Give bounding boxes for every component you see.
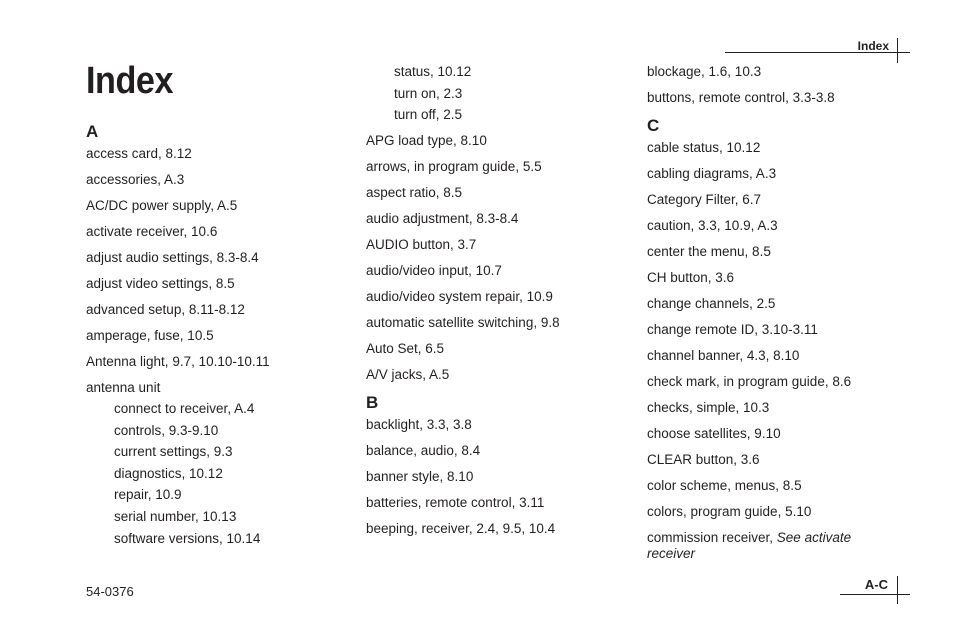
index-entry: center the menu, 8.5 <box>647 244 771 259</box>
index-entry: channel banner, 4.3, 8.10 <box>647 348 800 363</box>
footer-tick-mark <box>897 576 898 604</box>
index-entry: backlight, 3.3, 3.8 <box>366 417 472 433</box>
index-entry: AC/DC power supply, A.5 <box>86 198 238 213</box>
index-entry: caution, 3.3, 10.9, A.3 <box>647 218 778 233</box>
index-entry: cabling diagrams, A.3 <box>647 166 777 181</box>
index-entry: Antenna light, 9.7, 10.10-10.11 <box>86 354 270 369</box>
index-subentry: repair, 10.9 <box>114 487 182 503</box>
index-column-3 <box>647 64 887 572</box>
index-entry: audio/video input, 10.7 <box>366 263 502 279</box>
index-entry: adjust video settings, 8.5 <box>86 276 235 291</box>
index-entry: AUDIO button, 3.7 <box>366 237 477 253</box>
index-entry: check mark, in program guide, 8.6 <box>647 374 852 389</box>
index-entry: change remote ID, 3.10-3.11 <box>647 322 818 337</box>
index-column-1 <box>86 122 346 557</box>
index-entry: A/V jacks, A.5 <box>366 367 450 383</box>
header-tick-mark <box>897 38 898 63</box>
index-subentry: software versions, 10.14 <box>114 530 261 546</box>
index-entry: amperage, fuse, 10.5 <box>86 328 214 343</box>
index-entry: choose satellites, 9.10 <box>647 426 781 441</box>
running-header: Index <box>857 39 889 53</box>
index-entry: cable status, 10.12 <box>647 140 761 155</box>
page-title: Index <box>86 60 174 102</box>
index-entry: color scheme, menus, 8.5 <box>647 478 802 493</box>
index-entry: batteries, remote control, 3.11 <box>366 495 545 511</box>
index-entry: antenna unit <box>86 380 161 395</box>
index-subentry: connect to receiver, A.4 <box>114 401 255 416</box>
index-entry: change channels, 2.5 <box>647 296 776 311</box>
index-subentry: serial number, 10.13 <box>114 508 237 524</box>
section-letter-b: B <box>366 393 379 413</box>
index-entry: beeping, receiver, 2.4, 9.5, 10.4 <box>366 521 556 537</box>
index-entry: colors, program guide, 5.10 <box>647 504 812 519</box>
index-column-2 <box>366 64 626 547</box>
index-subentry: diagnostics, 10.12 <box>114 465 223 481</box>
document-number: 54-0376 <box>86 584 134 599</box>
index-entry: buttons, remote control, 3.3-3.8 <box>647 90 835 105</box>
index-entry-commission-receiver <box>647 530 887 562</box>
index-entry: activate receiver, 10.6 <box>86 224 218 239</box>
index-entry: checks, simple, 10.3 <box>647 400 770 415</box>
index-entry: adjust audio settings, 8.3-8.4 <box>86 250 259 265</box>
index-entry: CH button, 3.6 <box>647 270 735 285</box>
index-entry: arrows, in program guide, 5.5 <box>366 159 542 175</box>
index-subentry: controls, 9.3-9.10 <box>114 422 219 438</box>
index-entry: automatic satellite switching, 9.8 <box>366 315 560 331</box>
index-subentry: turn off, 2.5 <box>394 107 463 123</box>
see-reference: See activate receiver <box>647 530 852 561</box>
index-entry: accessories, A.3 <box>86 172 185 187</box>
page-label: A-C <box>864 577 888 592</box>
index-subentry: turn on, 2.3 <box>394 85 463 101</box>
index-entry: audio/video system repair, 10.9 <box>366 289 553 305</box>
index-entry: Category Filter, 6.7 <box>647 192 762 207</box>
entry-text: commission receiver, <box>647 530 777 545</box>
index-subentry: status, 10.12 <box>394 64 472 79</box>
index-entry: access card, 8.12 <box>86 146 192 161</box>
index-entry: balance, audio, 8.4 <box>366 443 481 459</box>
index-entry: CLEAR button, 3.6 <box>647 452 760 467</box>
index-subentry: current settings, 9.3 <box>114 444 233 460</box>
index-entry: audio adjustment, 8.3-8.4 <box>366 211 519 227</box>
index-entry: blockage, 1.6, 10.3 <box>647 64 762 79</box>
index-entry: Auto Set, 6.5 <box>366 341 445 357</box>
index-entry: advanced setup, 8.11-8.12 <box>86 302 245 317</box>
section-letter-a: A <box>86 122 99 141</box>
index-entry: aspect ratio, 8.5 <box>366 185 463 201</box>
section-letter-c: C <box>647 116 660 135</box>
index-entry: APG load type, 8.10 <box>366 133 487 149</box>
footer-rule <box>840 594 910 595</box>
index-entry: banner style, 8.10 <box>366 469 474 485</box>
